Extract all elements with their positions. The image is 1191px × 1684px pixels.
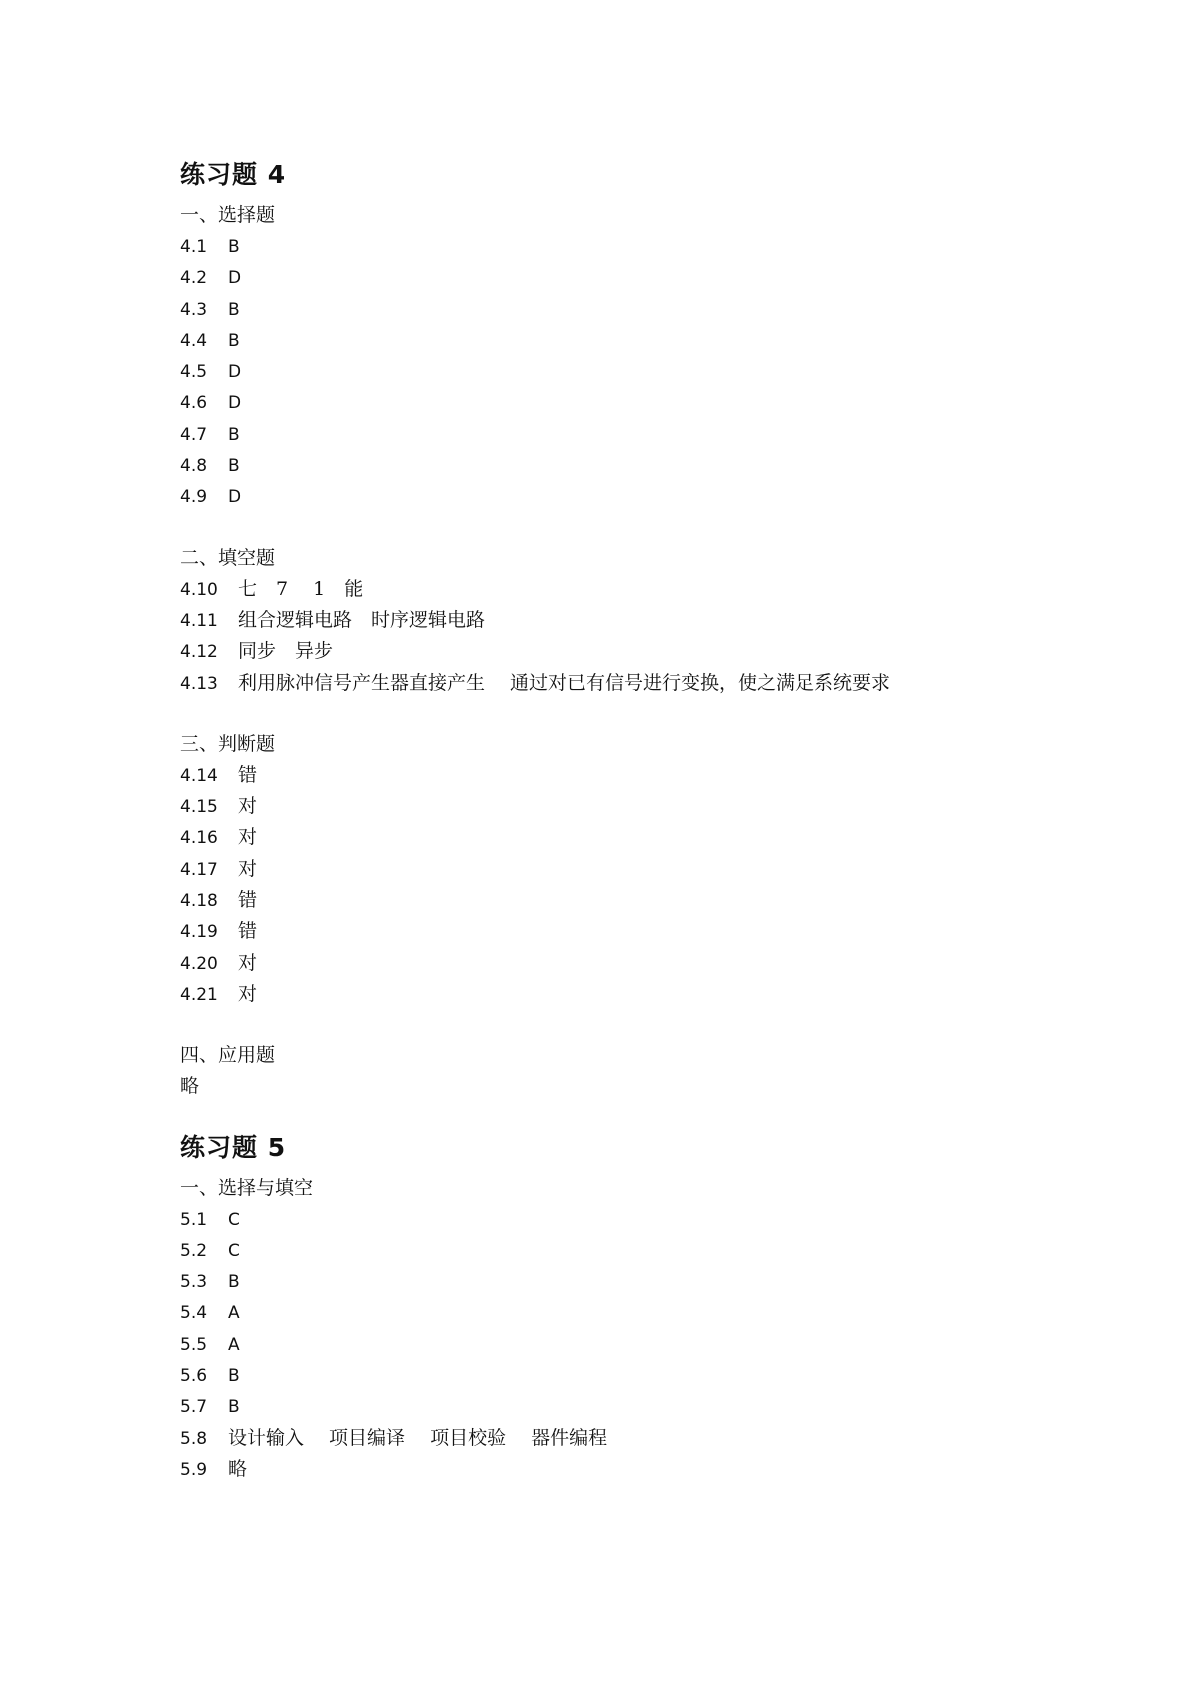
answer-line xyxy=(180,325,1080,356)
answer-line xyxy=(180,1360,1080,1391)
question-number: 4.1 xyxy=(180,237,208,257)
answer-list-choice xyxy=(180,231,1080,513)
answer-line xyxy=(180,822,1080,853)
section-heading-fill-in: 二、填空题 xyxy=(180,546,276,569)
question-number: 4.16 xyxy=(180,828,218,849)
answer-value: 设计输入 项目编译 项目校验 器件编程 xyxy=(228,1426,608,1449)
section-heading-choice: 一、选择题 xyxy=(180,204,276,226)
question-number: 4.19 xyxy=(180,922,218,943)
answer-value: B xyxy=(228,237,240,257)
answer-line xyxy=(180,1266,1080,1297)
answer-value: 组合逻辑电路 时序逻辑电路 xyxy=(238,608,486,631)
question-number: 5.6 xyxy=(180,1366,208,1387)
question-number: 4.18 xyxy=(180,891,218,912)
question-number: 4.5 xyxy=(180,362,208,383)
answer-value: 七 7 1 能 xyxy=(238,577,364,600)
answer-line xyxy=(180,760,1080,791)
answer-line xyxy=(180,481,1080,512)
question-number: 4.12 xyxy=(180,642,218,663)
question-number: 4.7 xyxy=(180,424,208,445)
question-number: 5.1 xyxy=(180,1209,208,1230)
answer-value: D xyxy=(228,362,242,383)
answer-value: B xyxy=(228,424,240,445)
answer-line xyxy=(180,356,1080,387)
answer-value: D xyxy=(228,487,242,508)
answer-line xyxy=(180,262,1080,293)
answer-value: 对 xyxy=(238,826,258,849)
exercise-5-title: 练习题 5 xyxy=(180,1132,287,1162)
answer-value: B xyxy=(228,330,240,351)
question-number: 4.3 xyxy=(180,299,208,320)
answer-value: B xyxy=(228,456,240,477)
answer-value: 对 xyxy=(238,795,258,818)
answer-value: A xyxy=(228,1303,240,1324)
answer-value: 略 xyxy=(228,1457,248,1480)
answer-value: A xyxy=(228,1334,240,1355)
answer-value: 对 xyxy=(238,982,258,1005)
question-number: 4.9 xyxy=(180,487,208,508)
question-number: 5.2 xyxy=(180,1240,208,1261)
answer-value: B xyxy=(228,1272,240,1293)
answer-line xyxy=(180,1454,1080,1485)
answer-value: 错 xyxy=(238,763,258,786)
answer-list-fill-in xyxy=(180,574,1080,699)
answer-line xyxy=(180,419,1080,450)
answer-line xyxy=(180,1235,1080,1266)
question-number: 4.13 xyxy=(180,673,218,694)
answer-line xyxy=(180,387,1080,418)
answer-value: D xyxy=(228,393,242,414)
answer-value: 错 xyxy=(238,889,258,912)
question-number: 4.11 xyxy=(180,610,218,631)
answer-line xyxy=(180,574,1080,605)
question-number: 4.14 xyxy=(180,765,218,786)
question-number: 4.20 xyxy=(180,953,218,974)
question-number: 4.10 xyxy=(180,579,218,600)
answer-line xyxy=(180,1297,1080,1328)
question-number: 4.17 xyxy=(180,859,218,880)
answer-value: B xyxy=(228,299,240,320)
answer-line xyxy=(180,885,1080,916)
answer-line xyxy=(180,636,1080,667)
question-number: 5.4 xyxy=(180,1303,208,1324)
question-number: 4.6 xyxy=(180,393,208,414)
answer-value: C xyxy=(228,1240,240,1261)
question-number: 5.8 xyxy=(180,1428,208,1449)
answer-line xyxy=(180,948,1080,979)
question-number: 4.21 xyxy=(180,984,218,1005)
answer-value: B xyxy=(228,1397,240,1418)
section-heading-application: 四、应用题 xyxy=(180,1044,276,1067)
answer-value: D xyxy=(228,268,242,289)
question-number: 4.4 xyxy=(180,330,208,351)
question-number: 5.5 xyxy=(180,1334,208,1355)
answer-line xyxy=(180,1423,1080,1454)
answer-value: 利用脉冲信号产生器直接产生 通过对已有信号进行变换，使之满足系统要求 xyxy=(238,671,891,694)
answer-line xyxy=(180,791,1080,822)
document-page xyxy=(180,158,1080,1485)
answer-list-true-false xyxy=(180,760,1080,1010)
question-number: 5.3 xyxy=(180,1272,208,1293)
application-answer: 略 xyxy=(180,1075,200,1098)
question-number: 4.2 xyxy=(180,268,208,289)
answer-line xyxy=(180,1204,1080,1235)
question-number: 5.7 xyxy=(180,1397,208,1418)
answer-line xyxy=(180,979,1080,1010)
answer-line xyxy=(180,605,1080,636)
question-number: 5.9 xyxy=(180,1459,208,1480)
answer-line xyxy=(180,294,1080,325)
answer-line xyxy=(180,231,1080,262)
answer-value: 同步 异步 xyxy=(238,640,334,663)
answer-line xyxy=(180,668,1080,699)
answer-line xyxy=(180,916,1080,947)
answer-line xyxy=(180,854,1080,885)
answer-value: C xyxy=(228,1209,240,1230)
question-number: 4.15 xyxy=(180,797,218,818)
section-heading-choice-fill: 一、选择与填空 xyxy=(180,1176,314,1199)
answer-line xyxy=(180,450,1080,481)
section-heading-true-false: 三、判断题 xyxy=(180,732,276,755)
answer-value: 错 xyxy=(238,920,258,943)
exercise-4-title: 练习题 4 xyxy=(180,160,287,189)
answer-value: 对 xyxy=(238,857,258,880)
answer-line xyxy=(180,1329,1080,1360)
answer-value: B xyxy=(228,1366,240,1387)
question-number: 4.8 xyxy=(180,456,208,477)
answer-list-choice-fill xyxy=(180,1204,1080,1486)
answer-line xyxy=(180,1391,1080,1422)
answer-value: 对 xyxy=(238,951,258,974)
